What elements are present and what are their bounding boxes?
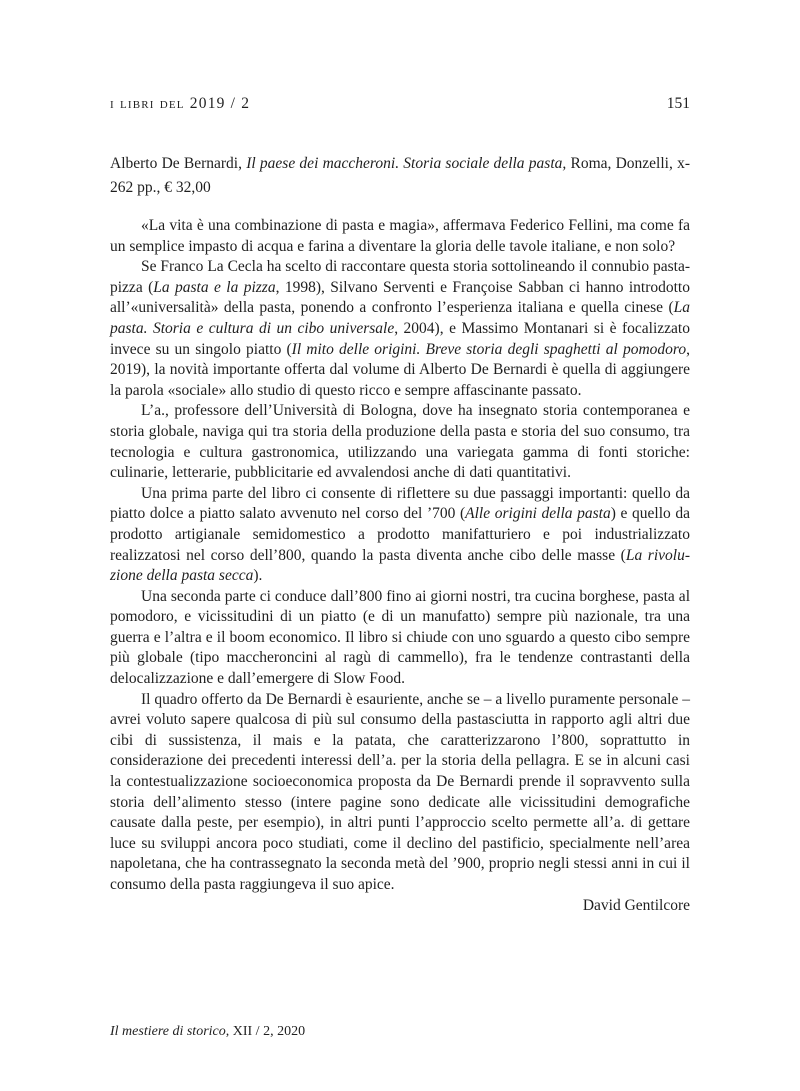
text-run: Il quadro offerto da De Bernardi è esauriente, anche se – a livello puramente personale – avrei voluto sapere qualcosa di più sul consumo della pastasciutta in rapporto agli altri due cibi di sussistenza, il mais e la patata, che caratterizzarono l’800, soprattutto in considerazione dei precedenti interessi dell’a. per la storia della pellagra. E se in alcuni casi la contestualizzazione socioeconomica proposta da De Bernardi prende il sopravvento sulla storia dell’alimento stesso (intere pagine sono dedicate alle vicissitudini demografiche causate dalla peste, per esempio), in altri punti l’approccio scelto permette all’a. di gettare luce su sviluppi ancora poco studiati, come il declino del pastificio, specialmente nell’area napoletana, che ha contrassegnato la seconda metà del ’900, proprio negli stessi anni in cui il consumo della pasta raggiungeva il suo apice.	[110, 690, 690, 893]
text-run: , 1998), Silvano Serventi e Françoise Sabban ci hanno introdotto all’«universalità» della pasta, ponendo a confronto l’esperienza italiana e quella cinese (	[110, 278, 690, 317]
citation-details: Roma, Donzelli, x-262 pp., € 32,00	[110, 155, 690, 196]
text-run: ).	[253, 567, 263, 585]
running-header	[110, 95, 690, 117]
italic-title-run: La pasta e la pizza	[153, 278, 276, 296]
text-run: Una seconda parte ci conduce dall’800 fino ai giorni nostri, tra cucina borghese, pasta al pomodoro, e vicissitudini di un piatto (e di un manufatto) sempre più nazionale, tra una guerra e l’altra e il boom economico. Il libro si chiude con uno sguardo a questo cibo sempre più globale (tipo maccheroncini al ragù di cammello), fra le tendenze contrastanti della delocalizzazione e dall’emergere di Slow Food.	[110, 587, 690, 688]
text-run: «La vita è una combinazione di pasta e magia», affermava Federico Fellini, ma come fa un semplice impasto di acqua e farina a diventare la gloria delle tavole italiane, e non solo?	[110, 217, 690, 255]
page-number: 151	[666, 95, 690, 112]
italic-title-run: Il mito delle origini. Breve storia degli spaghetti al pomodoro	[291, 340, 687, 358]
reviewer-signature: David Gentilcore	[582, 896, 690, 914]
review-paragraph	[110, 216, 690, 257]
italic-title-run: La pasta. Storia e cultura di un cibo universale	[110, 299, 690, 337]
footer-journal: Il mestiere di storico	[110, 1024, 226, 1039]
page-footer	[110, 1024, 305, 1040]
text-run: Una prima parte del libro ci consente di riflettere su due passaggi importanti: quello da piatto dolce a piatto salato avvenuto nel corso del ’700 (	[110, 484, 690, 523]
review-body	[110, 216, 690, 916]
footer-issue: , XII / 2, 2020	[225, 1024, 306, 1039]
citation-title: Il paese dei maccheroni. Storia sociale della pasta,	[246, 155, 567, 172]
text-run: Se Franco La Cecla ha scelto di raccontare questa storia sottolineando il connubio pasta-pizza (	[110, 258, 690, 296]
review-paragraph	[110, 587, 690, 690]
text-run: ) e quello da prodotto artigianale semidomestico a prodotto manifatturiero e poi industrializzato realizzatosi nel corso dell’800, quando la pasta diventa anche cibo delle masse (	[110, 505, 691, 564]
text-run: , 2004), e Massimo Montanari si è focalizzato invece su un singolo piatto (	[110, 319, 690, 358]
text-run: , 2019), la novità importante offerta dal volume di Alberto De Bernardi è quella di aggiungere la parola «sociale» allo studio di questo ricco e sempre affascinante passato.	[110, 340, 690, 399]
review-paragraph	[110, 257, 690, 401]
review-paragraphs	[110, 216, 690, 896]
italic-title-run: La rivoluzione della pasta secca	[110, 546, 690, 585]
text-run: L’a., professore dell’Università di Bologna, dove ha insegnato storia contemporanea e storia globale, naviga qui tra storia della produzione della pasta e storia del suo consumo, tra tecnologia e cultura gastronomica, utilizzando una variegata gamma di fonti storiche: culinarie, letterarie, pubblicitarie ed avvalendosi anche di dati quantitativi.	[110, 402, 690, 482]
citation-author: Alberto De Bernardi,	[110, 155, 247, 172]
italic-title-run: Alle origini della pasta	[465, 505, 611, 523]
review-paragraph	[110, 690, 690, 896]
running-title: i libri del 2019 / 2	[110, 95, 251, 112]
book-citation	[110, 152, 690, 200]
review-paragraph	[110, 401, 690, 483]
review-paragraph	[110, 484, 690, 587]
